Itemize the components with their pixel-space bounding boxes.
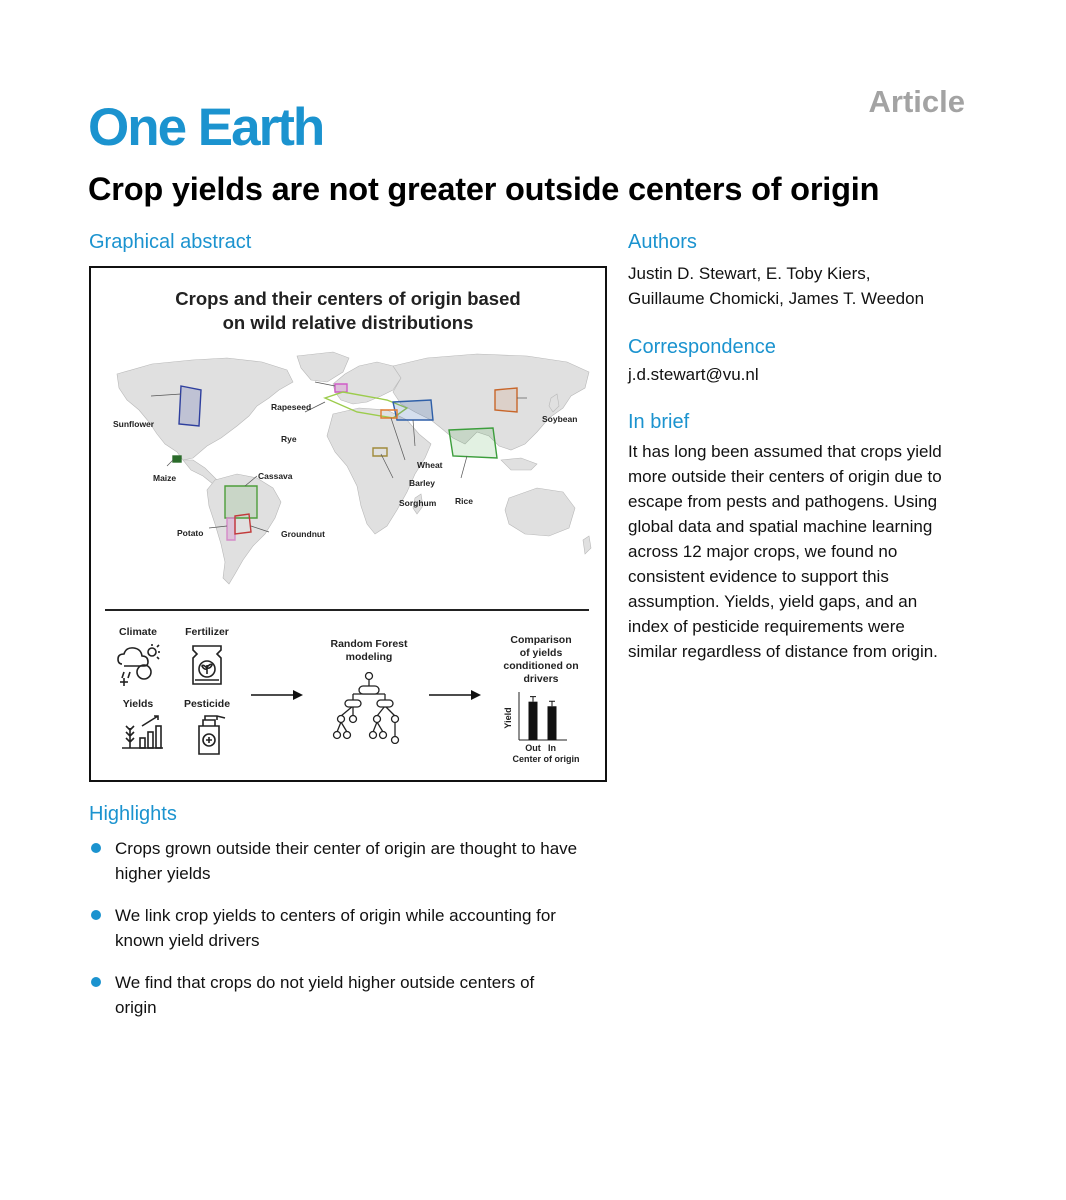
potato-region <box>227 518 235 540</box>
sunflower-region <box>179 386 201 426</box>
comparison-line-2: of yields <box>519 647 563 659</box>
highlight-line: higher yields <box>115 864 211 883</box>
error-bar-in <box>549 701 555 706</box>
southeast-asia-islands <box>501 458 537 470</box>
authors-line-2: Guillaume Chomicki, James T. Weedon <box>628 289 925 308</box>
highlight-line: origin <box>115 998 157 1017</box>
label-sorghum: Sorghum <box>399 498 437 508</box>
in-brief-line: index of pesticide requirements were <box>628 617 905 636</box>
label-rye: Rye <box>281 434 297 444</box>
model-label <box>319 638 419 664</box>
pesticide-icon <box>191 712 229 756</box>
comparison-line-1: Comparison <box>510 634 572 646</box>
tick-label-in: In <box>548 743 556 753</box>
in-brief-line: across 12 major crops, we found no <box>628 542 898 561</box>
bullet-icon <box>91 977 101 987</box>
comparison-line-3: conditioned on <box>503 660 579 672</box>
fertilizer-icon <box>187 642 227 686</box>
yield-comparison-chart <box>497 688 593 766</box>
label-rapeseed: Rapeseed <box>271 402 312 412</box>
correspondence-heading: Correspondence <box>628 336 776 358</box>
africa-landmass <box>327 408 431 534</box>
decision-tree-icon <box>331 672 407 744</box>
in-brief-line: similar regardless of distance from origin. <box>628 642 938 661</box>
in-brief-line: assumption. Yields, yield gaps, and an <box>628 592 918 611</box>
australia-landmass <box>505 488 575 536</box>
in-brief-line: more outside their centers of origin due to <box>628 467 942 486</box>
figure-title-line-2: on wild relative distributions <box>222 312 474 333</box>
comparison-label <box>487 634 595 686</box>
figure-title <box>91 287 605 335</box>
arrow-right-icon <box>249 688 305 702</box>
bar-out <box>529 702 538 740</box>
highlight-line: We link crop yields to centers of origin while accounting for <box>115 906 556 925</box>
tick-label-out: Out <box>525 743 541 753</box>
authors-line-1: Justin D. Stewart, E. Toby Kiers, <box>628 264 871 283</box>
highlight-line: Crops grown outside their center of origin are thought to have <box>115 839 578 858</box>
label-maize: Maize <box>153 473 177 483</box>
driver-label-climate: Climate <box>119 626 157 638</box>
correspondence-email[interactable]: j.d.stewart@vu.nl <box>628 365 759 384</box>
central-america-landmass <box>183 460 219 484</box>
highlight-line: known yield drivers <box>115 931 260 950</box>
wheat-region <box>393 400 433 420</box>
in-brief-line: global data and spatial machine learning <box>628 517 933 536</box>
label-wheat: Wheat <box>417 460 443 470</box>
graphical-abstract-heading: Graphical abstract <box>89 231 252 253</box>
soybean-region <box>495 388 517 412</box>
highlight-item <box>88 970 618 1020</box>
graphical-abstract-figure <box>89 266 607 782</box>
driver-label-pesticide: Pesticide <box>183 698 231 710</box>
in-brief-line: escape from pests and pathogens. Using <box>628 492 938 511</box>
rice-region <box>449 428 497 458</box>
label-potato: Potato <box>177 528 204 538</box>
north-america-landmass <box>117 358 293 460</box>
cassava-region <box>225 486 257 518</box>
in-brief-heading: In brief <box>628 411 690 433</box>
label-cassava: Cassava <box>258 471 293 481</box>
authors-list <box>628 261 924 311</box>
climate-icon <box>116 642 164 686</box>
bullet-icon <box>91 910 101 920</box>
model-label-line-1: Random Forest <box>330 638 408 650</box>
model-label-line-2: modeling <box>345 651 393 663</box>
new-zealand-landmass <box>583 536 591 554</box>
highlight-item <box>88 903 618 953</box>
chart-x-label: Center of origin <box>512 754 580 764</box>
highlights-heading: Highlights <box>89 803 177 825</box>
in-brief-text <box>628 439 1008 664</box>
bullet-icon <box>91 843 101 853</box>
highlights-list <box>88 836 618 1037</box>
maize-region <box>173 456 181 462</box>
article-type-label: Article <box>868 84 965 119</box>
label-rice: Rice <box>455 496 473 506</box>
highlight-line: We find that crops do not yield higher outside centers of <box>115 973 535 992</box>
in-brief-line: consistent evidence to support this <box>628 567 889 586</box>
authors-heading: Authors <box>628 231 697 253</box>
label-sunflower: Sunflower <box>113 419 155 429</box>
arrow-right-icon <box>427 688 483 702</box>
page-title: Crop yields are not greater outside centers of origin <box>88 171 880 207</box>
driver-label-yields: Yields <box>122 698 154 710</box>
yields-icon <box>120 714 164 750</box>
label-groundnut: Groundnut <box>281 529 325 539</box>
rapeseed-region <box>335 384 347 392</box>
figure-title-line-1: Crops and their centers of origin based <box>175 288 521 309</box>
figure-divider <box>105 609 589 611</box>
in-brief-line: It has long been assumed that crops yield <box>628 442 942 461</box>
label-soybean: Soybean <box>542 414 578 424</box>
error-bar-out <box>530 697 536 702</box>
bar-in <box>548 706 557 740</box>
chart-y-label: Yield <box>503 707 513 729</box>
label-barley: Barley <box>409 478 435 488</box>
highlight-item <box>88 836 618 886</box>
journal-logo: One Earth <box>88 98 324 157</box>
comparison-line-4: drivers <box>523 673 559 685</box>
driver-label-fertilizer: Fertilizer <box>185 626 229 638</box>
